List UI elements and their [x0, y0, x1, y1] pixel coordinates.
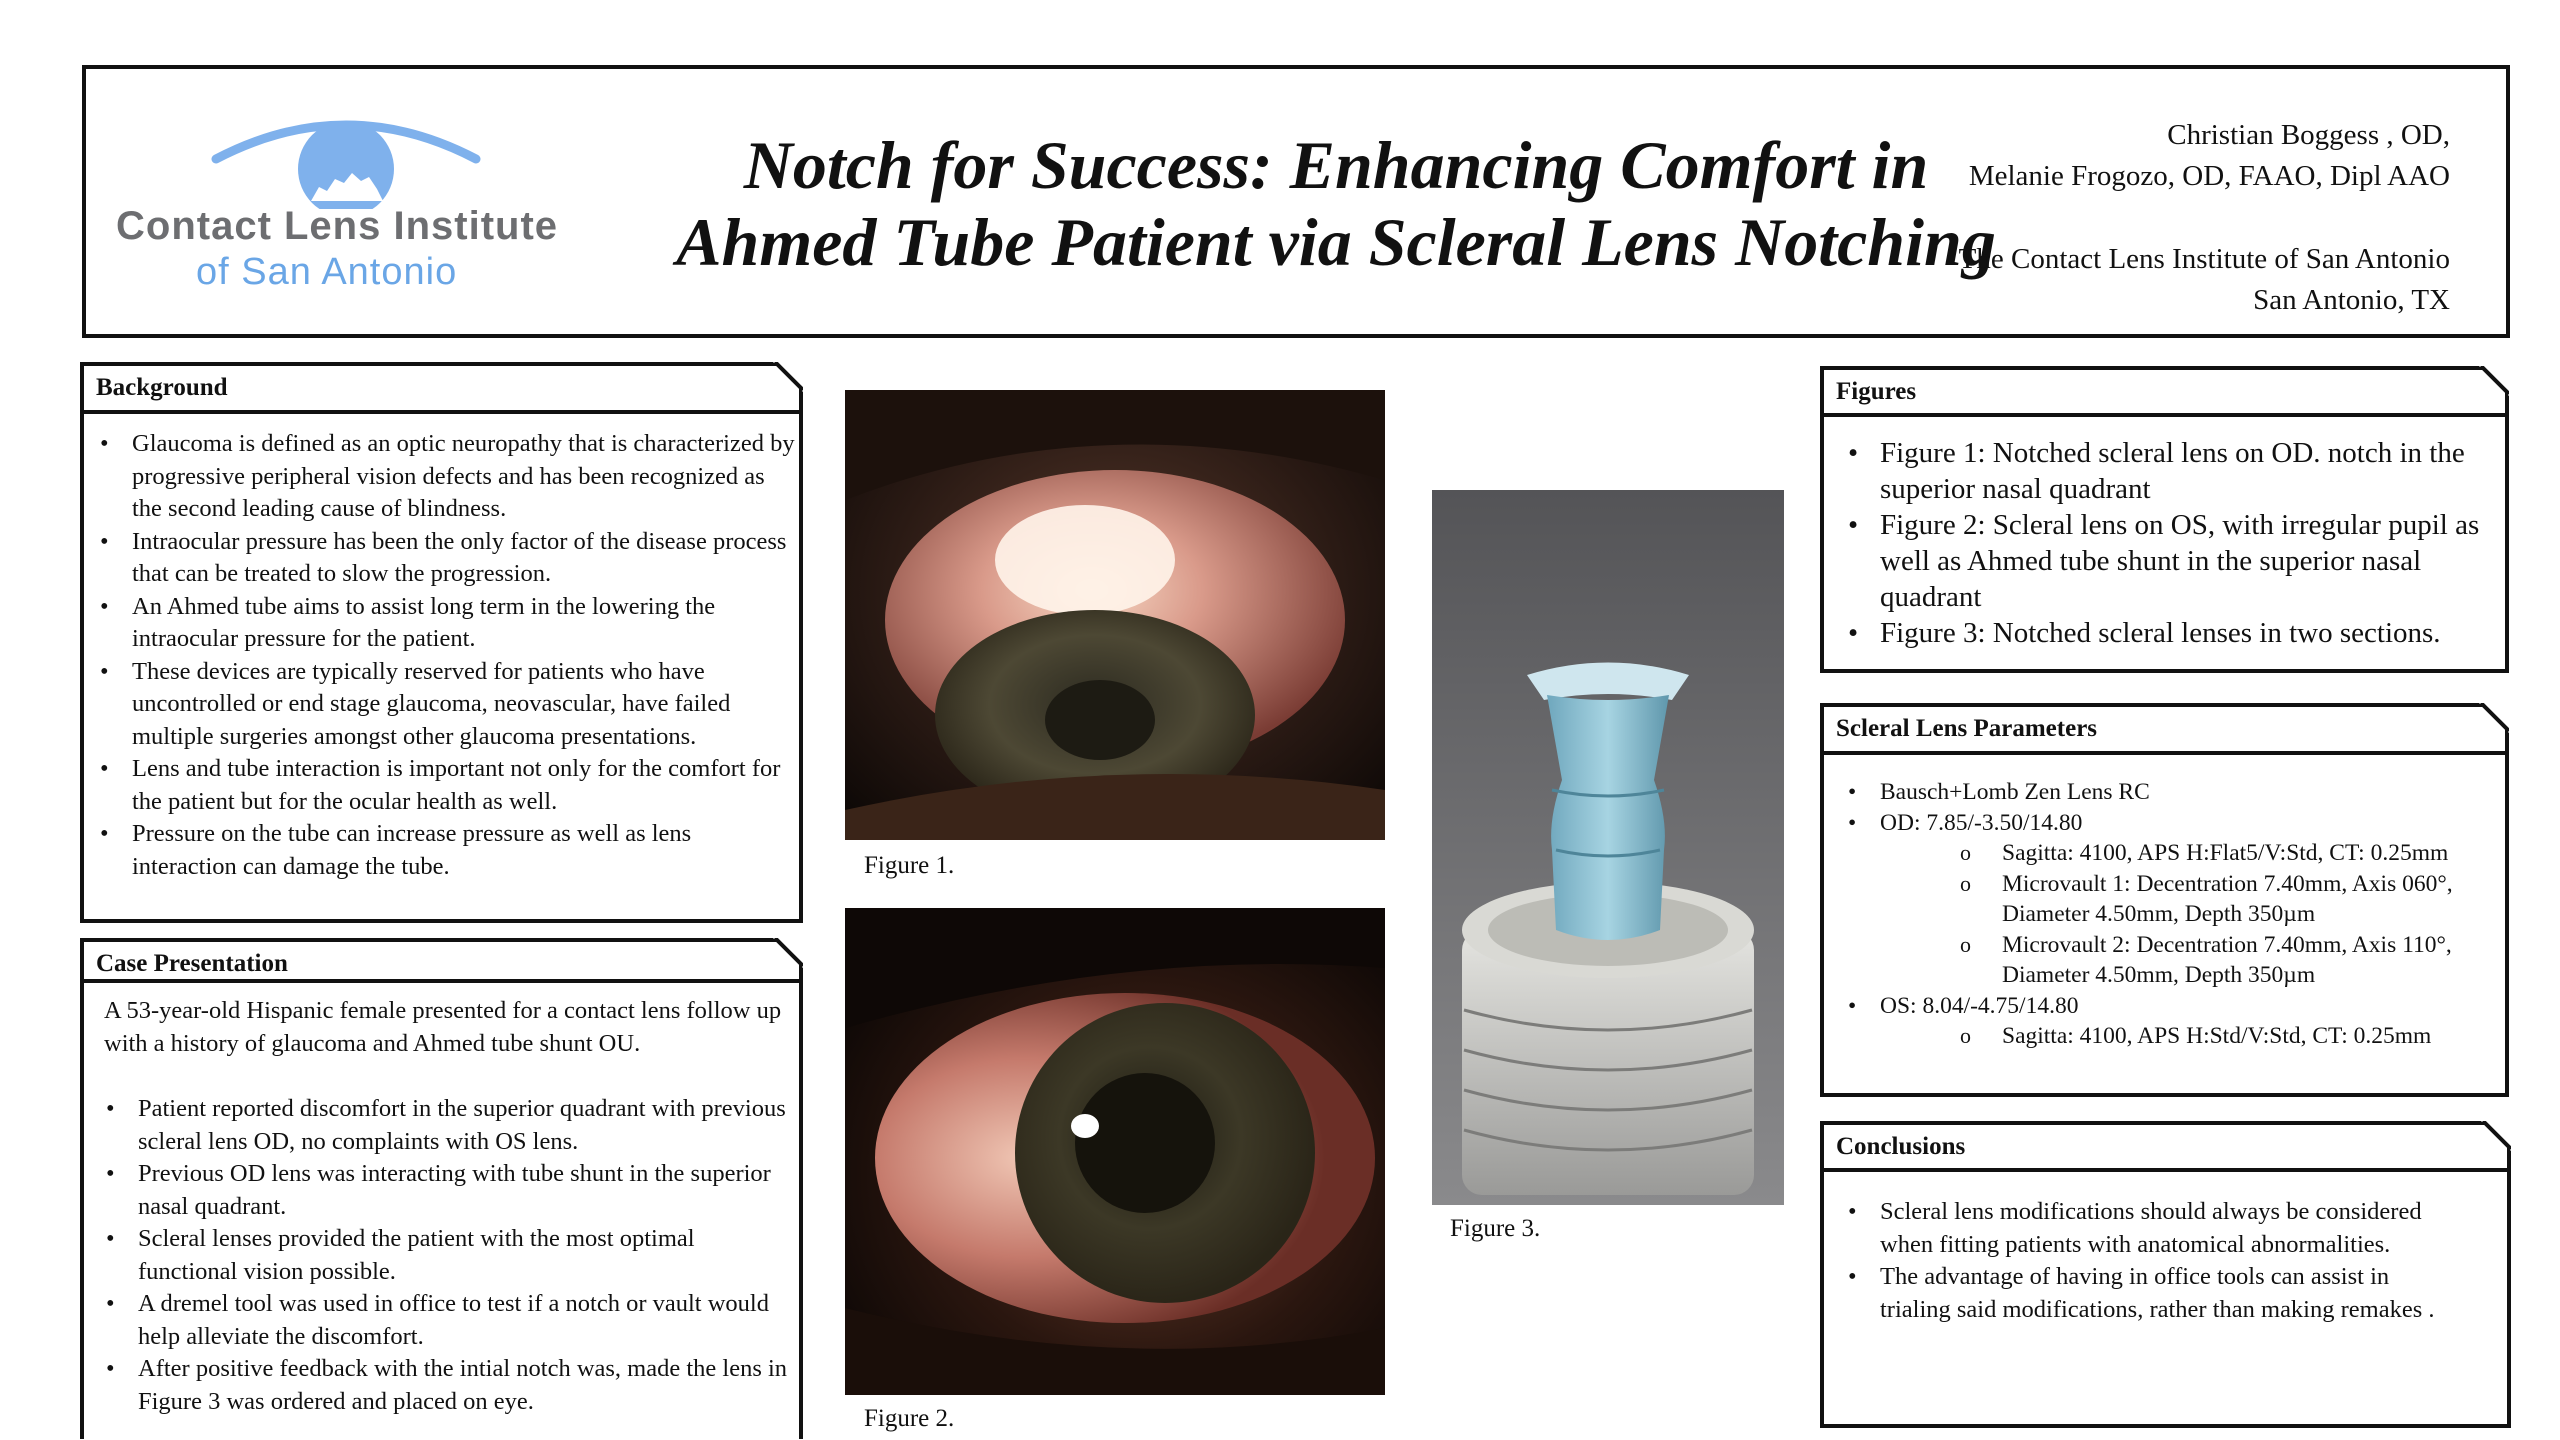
sub-list-item: o Microvault 2: Decentration 7.40mm, Axis 110°, Diameter 4.50mm, Depth 350µm — [1842, 930, 2502, 991]
tab-corner-icon — [773, 362, 803, 392]
list-item: • After positive feedback with the intial notch was, made the lens in Figure 3 was ordered and placed on eye. — [100, 1353, 790, 1418]
conclusions-list — [1842, 1196, 2442, 1326]
list-item: • Scleral lens modifications should always be considered when fitting patients with anatomical abnormalities. — [1842, 1196, 2442, 1261]
list-item: • Previous OD lens was interacting with tube shunt in the superior nasal quadrant. — [100, 1158, 790, 1223]
params-panel — [1820, 751, 2509, 1097]
figures-list — [1842, 435, 2497, 651]
case-intro: A 53-year-old Hispanic female presented for a contact lens follow up with a history of glaucoma and Ahmed tube shunt OU. — [104, 997, 782, 1057]
affiliation-name: The Contact Lens Institute of San Antonio — [1958, 243, 2450, 275]
list-item: • Figure 3: Notched scleral lenses in two sections. — [1842, 615, 2497, 651]
list-item: • Pressure on the tube can increase pressure as well as lens interaction can damage the tube. — [94, 818, 799, 883]
conclusions-panel — [1820, 1168, 2511, 1428]
institute-logo — [116, 109, 636, 309]
figures-panel — [1820, 413, 2509, 673]
list-item: • Figure 2: Scleral lens on OS, with irregular pupil as well as Ahmed tube shunt in the superior nasal quadrant — [1842, 507, 2497, 615]
list-item: • An Ahmed tube aims to assist long term in the lowering the intraocular pressure for the patient. — [94, 591, 799, 656]
list-item: • Scleral lenses provided the patient with the most optimal functional vision possible. — [100, 1223, 790, 1288]
figure-1-caption: Figure 1. — [864, 852, 955, 879]
list-item: • Intraocular pressure has been the only factor of the disease process that can be treated to slow the progression. — [94, 526, 799, 591]
case-panel — [80, 979, 803, 1439]
params-content — [1842, 777, 2502, 1052]
list-item: • Bausch+Lomb Zen Lens RC — [1842, 777, 2502, 808]
author-2: Melanie Frogozo, OD, FAAO, Dipl AAO — [1968, 160, 2450, 192]
eye-logo-icon — [211, 109, 481, 209]
tab-corner-icon — [773, 938, 803, 968]
list-item: • Figure 1: Notched scleral lens on OD. notch in the superior nasal quadrant — [1842, 435, 2497, 507]
conclusions-heading: Conclusions — [1836, 1133, 1966, 1160]
conclusions-heading-tab — [1820, 1121, 2511, 1171]
figure-2-caption: Figure 2. — [864, 1405, 955, 1432]
figure-3-image — [1432, 490, 1784, 1205]
tab-corner-icon — [2479, 366, 2509, 396]
list-item: • OS: 8.04/-4.75/14.80 — [1842, 991, 2502, 1022]
list-item: • OD: 7.85/-3.50/14.80 — [1842, 808, 2502, 839]
list-item: • These devices are typically reserved for patients who have uncontrolled or end stage glaucoma, neovascular, have failed multiple surgeries amongst other glaucoma presentations. — [94, 656, 799, 754]
background-heading-tab — [80, 362, 803, 412]
logo-text-line1: Contact Lens Institute — [116, 204, 559, 248]
sub-list-item: o Sagitta: 4100, APS H:Std/V:Std, CT: 0.25mm — [1842, 1021, 2502, 1052]
author-1: Christian Boggess , OD, — [2167, 119, 2450, 151]
author-block — [1959, 115, 2450, 321]
background-heading: Background — [96, 374, 228, 401]
tab-corner-icon — [2481, 1121, 2511, 1151]
background-list — [94, 428, 799, 883]
list-item: • The advantage of having in office tools can assist in trialing said modifications, rather than making remakes . — [1842, 1261, 2442, 1326]
case-list — [100, 1093, 790, 1418]
logo-text-line2: of San Antonio — [196, 251, 458, 293]
tab-corner-icon — [2479, 703, 2509, 733]
list-item: • Glaucoma is defined as an optic neuropathy that is characterized by progressive peripheral vision defects and has been recognized as the second leading cause of blindness. — [94, 428, 799, 526]
figures-heading-tab — [1820, 366, 2509, 416]
sub-list-item: o Sagitta: 4100, APS H:Flat5/V:Std, CT: 0.25mm — [1842, 838, 2502, 869]
params-heading-tab — [1820, 703, 2509, 753]
sub-list-item: o Microvault 1: Decentration 7.40mm, Axis 060°, Diameter 4.50mm, Depth 350µm — [1842, 869, 2502, 930]
figure-1-image — [845, 390, 1385, 840]
list-item: • Patient reported discomfort in the superior quadrant with previous scleral lens OD, no complaints with OS lens. — [100, 1093, 790, 1158]
figure-2-image — [845, 908, 1385, 1395]
figures-heading: Figures — [1836, 378, 1917, 405]
list-item: • A dremel tool was used in office to test if a notch or vault would help alleviate the discomfort. — [100, 1288, 790, 1353]
case-heading: Case Presentation — [96, 950, 288, 977]
poster-title: Notch for Success: Enhancing Comfort in Ahmed Tube Patient via Scleral Lens Notching — [676, 127, 1996, 280]
affiliation-location: San Antonio, TX — [2253, 284, 2450, 316]
list-item: • Lens and tube interaction is important not only for the comfort for the patient but for the ocular health as well. — [94, 753, 799, 818]
background-panel — [80, 410, 803, 923]
params-heading: Scleral Lens Parameters — [1836, 715, 2098, 742]
figure-3-caption: Figure 3. — [1450, 1215, 1541, 1242]
poster-header — [82, 65, 2510, 338]
